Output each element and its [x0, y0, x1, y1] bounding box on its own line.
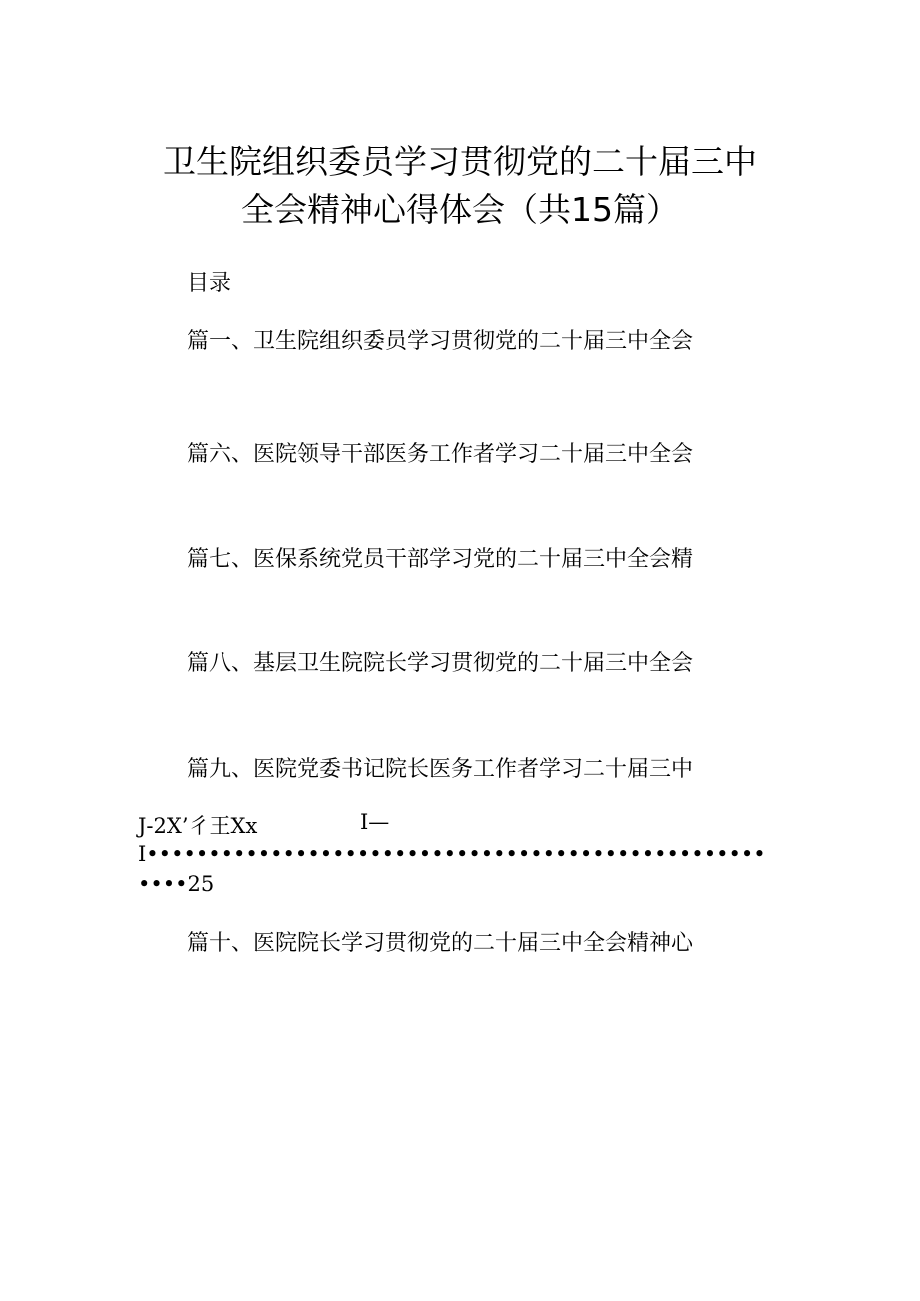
toc-item[interactable]: 篇一、卫生院组织委员学习贯彻党的二十届三中全会 — [187, 329, 694, 354]
toc-item[interactable]: 篇九、医院党委书记院长医务工作者学习二十届三中 — [187, 757, 694, 782]
document-title-line-1: 卫生院组织委员学习贯彻党的二十届三中 — [163, 142, 757, 181]
toc-item[interactable]: 篇八、基层卫生院院长学习贯彻党的二十届三中全会 — [187, 651, 694, 676]
garbled-text: J-2X’彳王Xx — [138, 814, 258, 838]
toc-item[interactable]: 篇十、医院院长学习贯彻党的二十届三中全会精神心 — [187, 931, 694, 956]
document-title-line-2: 全会精神心得体会（共15篇） — [241, 190, 679, 229]
toc-item[interactable]: 篇七、医保系统党员干部学习党的二十届三中全会精 — [187, 547, 694, 572]
toc-heading: 目录 — [187, 271, 232, 296]
toc-item[interactable]: 篇六、医院领导干部医务工作者学习二十届三中全会 — [187, 442, 694, 467]
toc-page-number: ••••25 — [138, 872, 215, 896]
garbled-text: I— — [360, 810, 390, 834]
toc-leader-dots: I•••••••••••••••••••••••••••••••••••••••••••••••••• — [138, 842, 766, 866]
